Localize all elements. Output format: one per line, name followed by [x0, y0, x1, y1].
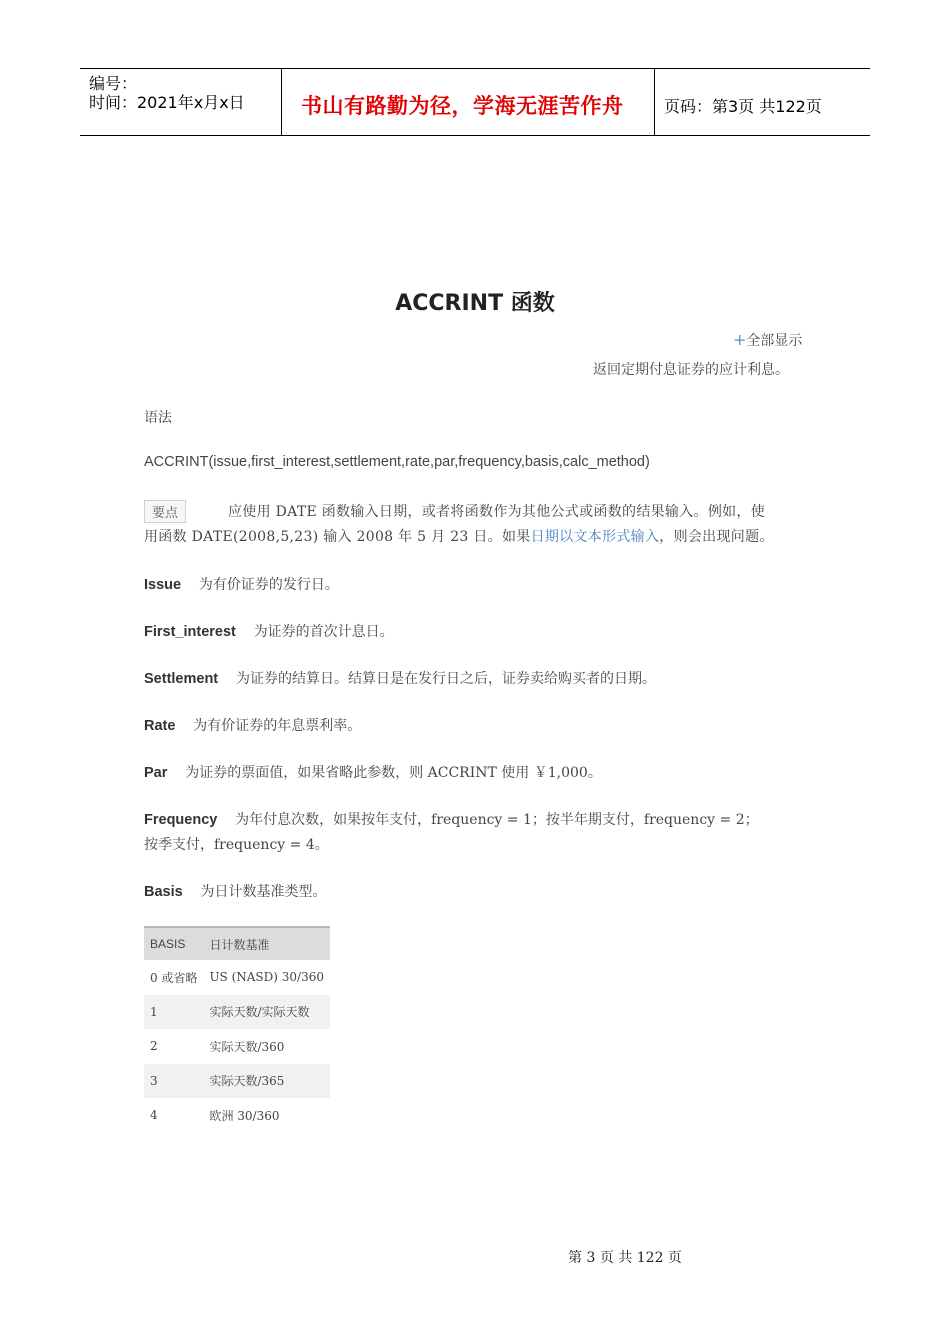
param-settlement	[144, 668, 656, 688]
param-name: Par	[144, 765, 168, 781]
table-cell: 实际天数/365	[203, 1064, 330, 1099]
keypoint-line1: 应使用 DATE 函数输入日期，或者将函数作为其他公式或函数的结果输入。例如，使	[228, 504, 766, 520]
param-name: Frequency	[144, 812, 218, 828]
param-frequency	[144, 809, 759, 829]
param-first-interest	[144, 621, 394, 641]
syntax-heading: 语法	[144, 410, 172, 426]
table-cell: 0 或省略	[150, 970, 198, 985]
table-row	[144, 1098, 330, 1133]
table-row	[144, 995, 330, 1030]
table-cell: 实际天数/实际天数	[203, 995, 330, 1030]
keypoint-badge	[144, 500, 186, 523]
header-bottom-border	[80, 135, 870, 136]
plus-icon: +	[733, 330, 747, 349]
param-name: Settlement	[144, 671, 219, 687]
table-row	[144, 960, 330, 995]
table-cell: 4	[150, 1108, 158, 1123]
param-desc: 为有价证券的发行日。	[198, 577, 339, 593]
table-cell: 3	[144, 1064, 203, 1099]
param-desc: 为证券的首次计息日。	[253, 624, 394, 640]
param-name: Issue	[144, 577, 182, 593]
expand-all-label: 全部显示	[746, 333, 803, 349]
header-top-border	[80, 68, 870, 69]
keypoint-line2-prefix: 用函数 DATE(2008,5,23) 输入 2008 年 5 月 23 日。如果	[144, 529, 531, 545]
code-label: 编号：	[89, 74, 138, 93]
table-header-cell: 日计数基准	[203, 927, 330, 960]
date-text: 时间：2021年x月x日	[89, 93, 245, 112]
param-name: Rate	[144, 718, 176, 734]
keypoint-line2	[144, 526, 774, 546]
date-text-link[interactable]: 日期以文本形式输入	[530, 529, 660, 545]
keypoint-line2-suffix: ，则会出现问题。	[659, 529, 774, 545]
table-row	[144, 1029, 330, 1064]
motto: 书山有路勤为径，学海无涯苦作舟	[301, 94, 624, 118]
table-row	[144, 1064, 330, 1099]
param-basis	[144, 881, 327, 901]
param-desc: 为证券的票面值，如果省略此参数，则 ACCRINT 使用 ￥1,000。	[185, 765, 602, 781]
param-frequency-cont: 按季支付，frequency = 4。	[144, 837, 329, 853]
header-divider	[654, 68, 655, 136]
table-cell: US (NASD) 30/360	[209, 970, 324, 985]
table-header-cell: BASIS	[144, 927, 203, 960]
param-desc: 为证券的结算日。结算日是在发行日之后，证券卖给购买者的日期。	[235, 671, 656, 687]
page-footer: 第 3 页 共 122 页	[568, 1250, 682, 1266]
param-issue	[144, 574, 339, 594]
header-divider	[281, 68, 282, 136]
param-desc: 为年付息次数，如果按年支付，frequency = 1；按半年期支付，frequency = 2；	[235, 812, 759, 828]
table-cell: 2	[150, 1039, 158, 1054]
param-name: First_interest	[144, 624, 236, 640]
syntax-formula: ACCRINT(issue,first_interest,settlement,rate,par,frequency,basis,calc_method)	[144, 454, 650, 470]
table-header-row	[144, 927, 330, 960]
basis-table	[144, 926, 330, 1133]
param-name: Basis	[144, 884, 183, 900]
table-cell: 欧洲 30/360	[209, 1108, 280, 1123]
table-cell: 1	[144, 995, 203, 1030]
expand-all-link[interactable]	[733, 330, 802, 350]
param-par	[144, 762, 602, 782]
param-rate	[144, 715, 361, 735]
param-desc: 为日计数基准类型。	[200, 884, 327, 900]
page-indicator: 页码：第3页 共122页	[664, 97, 822, 116]
page-title: ACCRINT 函数	[395, 291, 555, 316]
keypoint-badge-label: 要点	[144, 500, 186, 523]
table-cell: 实际天数/360	[209, 1039, 285, 1054]
param-desc: 为有价证券的年息票利率。	[193, 718, 362, 734]
description: 返回定期付息证券的应计利息。	[593, 362, 789, 378]
